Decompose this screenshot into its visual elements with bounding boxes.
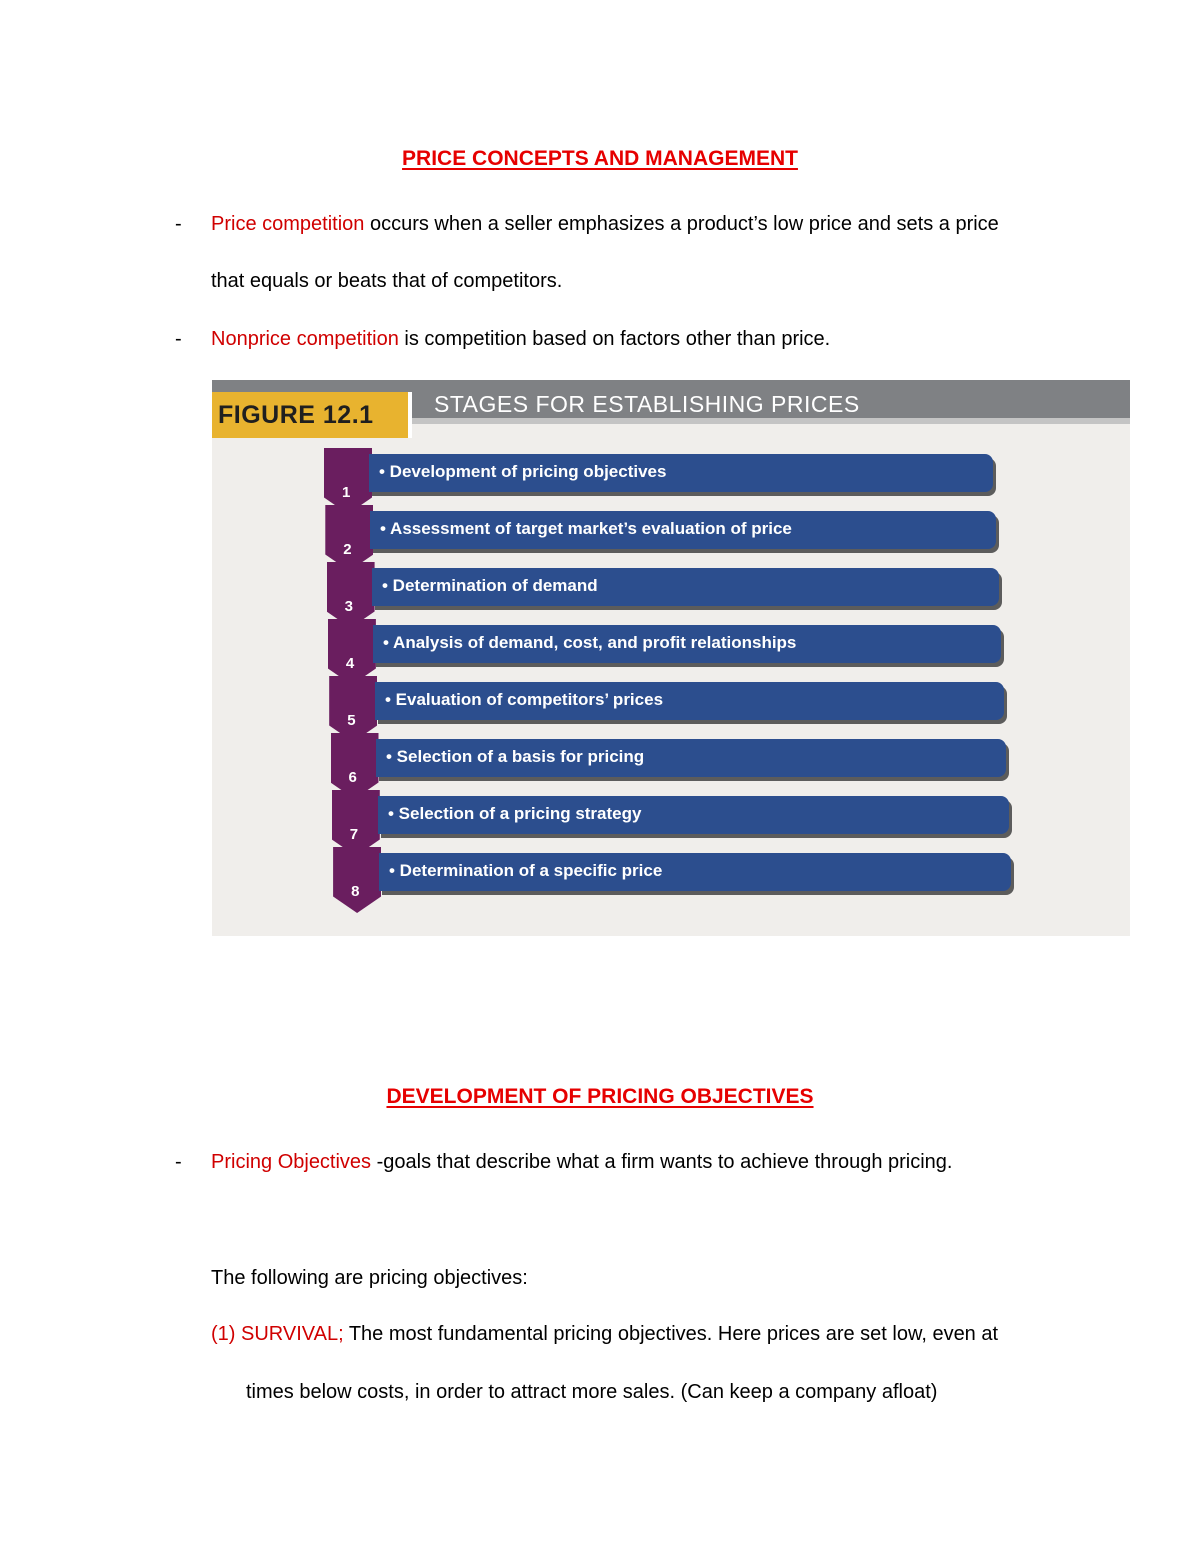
term-price-competition: Price competition [211,213,365,235]
bullet-text: occurs when a seller emphasizes a product’s low price and sets a price [364,213,999,235]
survival-label: (1) SURVIVAL; [211,1323,344,1345]
figure-stages-for-establishing-prices [212,380,1130,936]
stage-chevron [325,505,373,571]
survival-text: The most fundamental pricing objectives. Here prices are set low, even at [343,1323,999,1345]
bullet-price-competition [211,213,999,236]
stage-number: 7 [349,826,359,843]
objectives-intro: The following are pricing objectives: [211,1267,528,1289]
figure-label-divider [408,392,412,438]
stage-bar: • Evaluation of competitors’ prices [375,682,1004,720]
stage-chevron [331,733,379,799]
bullet-dash: - [175,1151,182,1173]
stage-number: 8 [351,883,360,900]
stage-chevron [329,676,377,742]
stage-chevron [327,562,375,628]
survival-continuation: times below costs, in order to attract more sales. (Can keep a company afloat) [246,1381,938,1403]
stage-bar: • Selection of a basis for pricing [376,739,1006,777]
stage-chevron [328,619,376,685]
figure-title: STAGES FOR ESTABLISHING PRICES [434,391,860,417]
stage-bar: • Assessment of target market’s evaluation of price [370,511,996,549]
stage-bar: • Selection of a pricing strategy [378,796,1009,834]
stage-number: 3 [344,598,353,615]
stage-chevron [333,847,381,913]
bullet-nonprice-competition [211,328,830,351]
stage-number: 6 [348,769,357,786]
term-nonprice-competition: Nonprice competition [211,328,399,350]
bullet-dash: - [175,213,182,235]
bullet-pricing-objectives [211,1151,952,1174]
stage-bar: • Determination of demand [372,568,999,606]
bullet-text: -goals that describe what a firm wants to achieve through pricing. [371,1151,953,1173]
stage-chevron [324,448,372,514]
stage-number: 4 [345,655,355,672]
section-heading-price-concepts: PRICE CONCEPTS AND MANAGEMENT [402,147,798,170]
bullet-continuation: that equals or beats that of competitors. [211,270,563,292]
bullet-text: is competition based on factors other than price. [398,328,831,350]
stage-chevron [332,790,380,856]
stage-bar: • Development of pricing objectives [369,454,993,492]
stage-bar: • Analysis of demand, cost, and profit relationships [373,625,1001,663]
stage-bar: • Determination of a specific price [379,853,1011,891]
objective-survival [211,1323,998,1346]
stage-number: 5 [347,712,356,729]
section-heading-pricing-objectives: DEVELOPMENT OF PRICING OBJECTIVES [386,1085,814,1108]
term-pricing-objectives: Pricing Objectives [211,1151,372,1173]
figure-label: FIGURE 12.1 [212,392,408,438]
bullet-dash: - [175,328,182,350]
stage-number: 2 [343,541,352,558]
stage-number: 1 [342,484,351,501]
